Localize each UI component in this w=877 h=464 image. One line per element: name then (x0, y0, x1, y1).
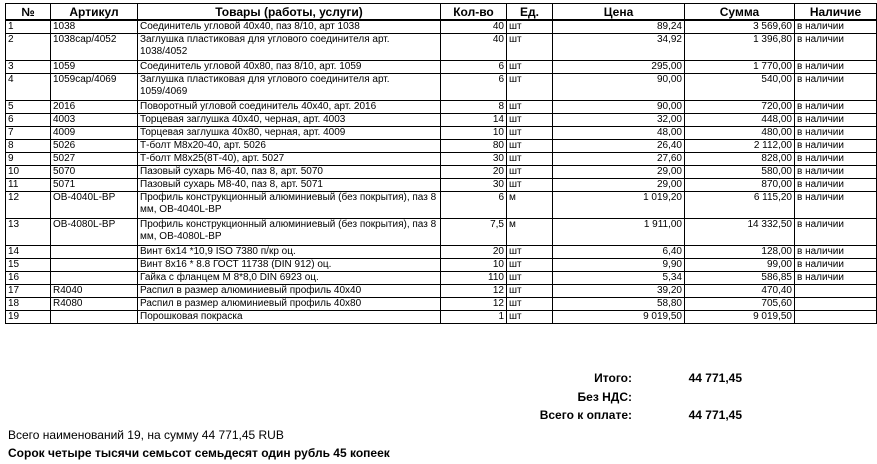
pay-value: 44 771,45 (688, 408, 742, 422)
cell-qty: 6 (441, 74, 507, 101)
cell-unit: м (507, 192, 553, 219)
cell-availability (795, 285, 877, 298)
cell-availability: в наличии (795, 219, 877, 246)
cell-number: 17 (6, 285, 51, 298)
cell-sku: 1059 (51, 61, 138, 74)
table-row (6, 101, 877, 114)
cell-number: 19 (6, 311, 51, 324)
cell-goods: Торцевая заглушка 40х80, черная, арт. 4009 (138, 127, 441, 140)
cell-price: 26,40 (553, 140, 685, 153)
cell-price: 34,92 (553, 34, 685, 61)
cell-sku: OB-4040L-BP (51, 192, 138, 219)
cell-unit: шт (507, 140, 553, 153)
cell-goods: Распил в размер алюминиевый профиль 40х80 (138, 298, 441, 311)
cell-qty: 6 (441, 61, 507, 74)
cell-availability: в наличии (795, 179, 877, 192)
cell-price: 48,00 (553, 127, 685, 140)
cell-goods: Гайка с фланцем М 8*8,0 DIN 6923 оц. (138, 272, 441, 285)
items-count-line: Всего наименований 19, на сумму 44 771,45 RUB (8, 428, 284, 442)
pay-label: Всего к оплате: (539, 408, 632, 422)
cell-availability: в наличии (795, 153, 877, 166)
cell-qty: 40 (441, 20, 507, 34)
cell-sku: 1038cap/4052 (51, 34, 138, 61)
cell-number: 3 (6, 61, 51, 74)
cell-sku: 1038 (51, 20, 138, 34)
cell-qty: 30 (441, 153, 507, 166)
cell-unit: шт (507, 101, 553, 114)
cell-availability: в наличии (795, 166, 877, 179)
cell-sku: R4040 (51, 285, 138, 298)
table-row (6, 298, 877, 311)
cell-sum: 720,00 (685, 101, 795, 114)
cell-qty: 110 (441, 272, 507, 285)
col-header-sku: Артикул (51, 4, 138, 21)
col-header-price: Цена (553, 4, 685, 21)
cell-qty: 80 (441, 140, 507, 153)
table-row (6, 219, 877, 246)
cell-number: 8 (6, 140, 51, 153)
cell-unit: шт (507, 74, 553, 101)
cell-goods: Распил в размер алюминиевый профиль 40х40 (138, 285, 441, 298)
cell-availability: в наличии (795, 34, 877, 61)
table-row (6, 285, 877, 298)
cell-goods: Винт 8х16 * 8.8 ГОСТ 11738 (DIN 912) оц. (138, 259, 441, 272)
cell-unit: м (507, 219, 553, 246)
cell-goods: Поворотный угловой соединитель 40х40, арт. 2016 (138, 101, 441, 114)
cell-sum: 9 019,50 (685, 311, 795, 324)
col-header-unit: Ед. (507, 4, 553, 21)
cell-unit: шт (507, 285, 553, 298)
cell-price: 89,24 (553, 20, 685, 34)
cell-sku: 4003 (51, 114, 138, 127)
table-row (6, 259, 877, 272)
cell-price: 32,00 (553, 114, 685, 127)
cell-sum: 580,00 (685, 166, 795, 179)
cell-unit: шт (507, 61, 553, 74)
cell-unit: шт (507, 166, 553, 179)
cell-availability: в наличии (795, 101, 877, 114)
col-header-goods: Товары (работы, услуги) (138, 4, 441, 21)
table-row (6, 272, 877, 285)
table-row (6, 166, 877, 179)
table-header-row (6, 4, 877, 21)
vat-label: Без НДС: (577, 390, 632, 404)
cell-availability: в наличии (795, 192, 877, 219)
cell-sku (51, 259, 138, 272)
cell-goods: Т-болт М8х20-40, арт. 5026 (138, 140, 441, 153)
total-label: Итого: (594, 371, 632, 385)
cell-sum: 480,00 (685, 127, 795, 140)
cell-qty: 7,5 (441, 219, 507, 246)
cell-goods: Заглушка пластиковая для углового соединителя арт. 1059/4069 (138, 74, 441, 101)
cell-availability: в наличии (795, 74, 877, 101)
cell-sku: 1059cap/4069 (51, 74, 138, 101)
cell-number: 15 (6, 259, 51, 272)
table-row (6, 114, 877, 127)
cell-goods: Винт 6х14 *10,9 ISO 7380 п/кр оц. (138, 246, 441, 259)
cell-price: 29,00 (553, 179, 685, 192)
cell-price: 295,00 (553, 61, 685, 74)
cell-qty: 20 (441, 166, 507, 179)
cell-qty: 30 (441, 179, 507, 192)
cell-qty: 6 (441, 192, 507, 219)
cell-number: 11 (6, 179, 51, 192)
cell-sku (51, 246, 138, 259)
cell-price: 27,60 (553, 153, 685, 166)
table-row (6, 74, 877, 101)
cell-unit: шт (507, 259, 553, 272)
cell-sku: 5070 (51, 166, 138, 179)
cell-sku: 2016 (51, 101, 138, 114)
cell-availability: в наличии (795, 246, 877, 259)
table-row (6, 127, 877, 140)
cell-unit: шт (507, 20, 553, 34)
cell-sum: 3 569,60 (685, 20, 795, 34)
cell-availability: в наличии (795, 61, 877, 74)
table-row (6, 246, 877, 259)
table-row (6, 179, 877, 192)
cell-sum: 870,00 (685, 179, 795, 192)
cell-price: 1 911,00 (553, 219, 685, 246)
cell-qty: 14 (441, 114, 507, 127)
cell-number: 1 (6, 20, 51, 34)
cell-price: 39,20 (553, 285, 685, 298)
cell-availability: в наличии (795, 20, 877, 34)
cell-sku: OB-4080L-BP (51, 219, 138, 246)
cell-qty: 8 (441, 101, 507, 114)
cell-qty: 20 (441, 246, 507, 259)
cell-availability: в наличии (795, 140, 877, 153)
cell-price: 29,00 (553, 166, 685, 179)
table-row (6, 153, 877, 166)
cell-goods: Порошковая покраска (138, 311, 441, 324)
cell-unit: шт (507, 246, 553, 259)
table-row (6, 20, 877, 34)
cell-number: 6 (6, 114, 51, 127)
cell-unit: шт (507, 153, 553, 166)
cell-price: 9,90 (553, 259, 685, 272)
cell-unit: шт (507, 179, 553, 192)
cell-unit: шт (507, 127, 553, 140)
cell-number: 16 (6, 272, 51, 285)
cell-number: 4 (6, 74, 51, 101)
col-header-availability: Наличие (795, 4, 877, 21)
cell-number: 12 (6, 192, 51, 219)
cell-number: 5 (6, 101, 51, 114)
cell-price: 90,00 (553, 74, 685, 101)
cell-number: 10 (6, 166, 51, 179)
cell-sum: 99,00 (685, 259, 795, 272)
cell-sum: 540,00 (685, 74, 795, 101)
cell-price: 1 019,20 (553, 192, 685, 219)
cell-goods: Пазовый сухарь М6-40, паз 8, арт. 5070 (138, 166, 441, 179)
cell-price: 9 019,50 (553, 311, 685, 324)
col-header-number: № (6, 4, 51, 21)
cell-sum: 586,85 (685, 272, 795, 285)
cell-price: 58,80 (553, 298, 685, 311)
cell-sum: 705,60 (685, 298, 795, 311)
cell-sum: 6 115,20 (685, 192, 795, 219)
cell-unit: шт (507, 114, 553, 127)
cell-qty: 10 (441, 259, 507, 272)
cell-availability: в наличии (795, 127, 877, 140)
cell-sum: 828,00 (685, 153, 795, 166)
cell-availability: в наличии (795, 259, 877, 272)
cell-availability: в наличии (795, 272, 877, 285)
cell-sum: 2 112,00 (685, 140, 795, 153)
cell-unit: шт (507, 272, 553, 285)
cell-qty: 10 (441, 127, 507, 140)
table-row (6, 192, 877, 219)
cell-sum: 1 396,80 (685, 34, 795, 61)
table-row (6, 311, 877, 324)
cell-sku: 5027 (51, 153, 138, 166)
cell-unit: шт (507, 34, 553, 61)
cell-goods: Торцевая заглушка 40х40, черная, арт. 4003 (138, 114, 441, 127)
cell-number: 2 (6, 34, 51, 61)
cell-sum: 128,00 (685, 246, 795, 259)
cell-unit: шт (507, 298, 553, 311)
cell-sku (51, 311, 138, 324)
table-row (6, 61, 877, 74)
cell-number: 18 (6, 298, 51, 311)
col-header-sum: Сумма (685, 4, 795, 21)
table-row (6, 140, 877, 153)
cell-price: 6,40 (553, 246, 685, 259)
col-header-qty: Кол-во (441, 4, 507, 21)
cell-qty: 1 (441, 311, 507, 324)
cell-goods: Пазовый сухарь М8-40, паз 8, арт. 5071 (138, 179, 441, 192)
cell-sum: 448,00 (685, 114, 795, 127)
cell-goods: Т-болт М8х25(8Т-40), арт. 5027 (138, 153, 441, 166)
cell-qty: 12 (441, 285, 507, 298)
cell-number: 14 (6, 246, 51, 259)
cell-sku: 4009 (51, 127, 138, 140)
cell-price: 90,00 (553, 101, 685, 114)
cell-sum: 1 770,00 (685, 61, 795, 74)
cell-number: 9 (6, 153, 51, 166)
cell-number: 7 (6, 127, 51, 140)
amount-in-words: Сорок четыре тысячи семьсот семьдесят один рубль 45 копеек (8, 446, 390, 460)
cell-sku: 5071 (51, 179, 138, 192)
cell-sum: 470,40 (685, 285, 795, 298)
cell-availability (795, 311, 877, 324)
cell-sku: 5026 (51, 140, 138, 153)
cell-goods: Заглушка пластиковая для углового соединителя арт. 1038/4052 (138, 34, 441, 61)
cell-goods: Соединитель угловой 40х80, паз 8/10, арт. 1059 (138, 61, 441, 74)
cell-sku: R4080 (51, 298, 138, 311)
cell-qty: 12 (441, 298, 507, 311)
cell-unit: шт (507, 311, 553, 324)
cell-price: 5,34 (553, 272, 685, 285)
cell-sku (51, 272, 138, 285)
cell-goods: Профиль конструкционный алюминиевый (без покрытия), паз 8 мм, OB-4080L-BP (138, 219, 441, 246)
cell-sum: 14 332,50 (685, 219, 795, 246)
invoice-table (5, 3, 877, 324)
cell-qty: 40 (441, 34, 507, 61)
cell-number: 13 (6, 219, 51, 246)
cell-availability (795, 298, 877, 311)
cell-goods: Профиль конструкционный алюминиевый (без покрытия), паз 8 мм, OB-4040L-BP (138, 192, 441, 219)
cell-availability: в наличии (795, 114, 877, 127)
table-row (6, 34, 877, 61)
cell-goods: Соединитель угловой 40х40, паз 8/10, арт 1038 (138, 20, 441, 34)
total-value: 44 771,45 (688, 371, 742, 385)
